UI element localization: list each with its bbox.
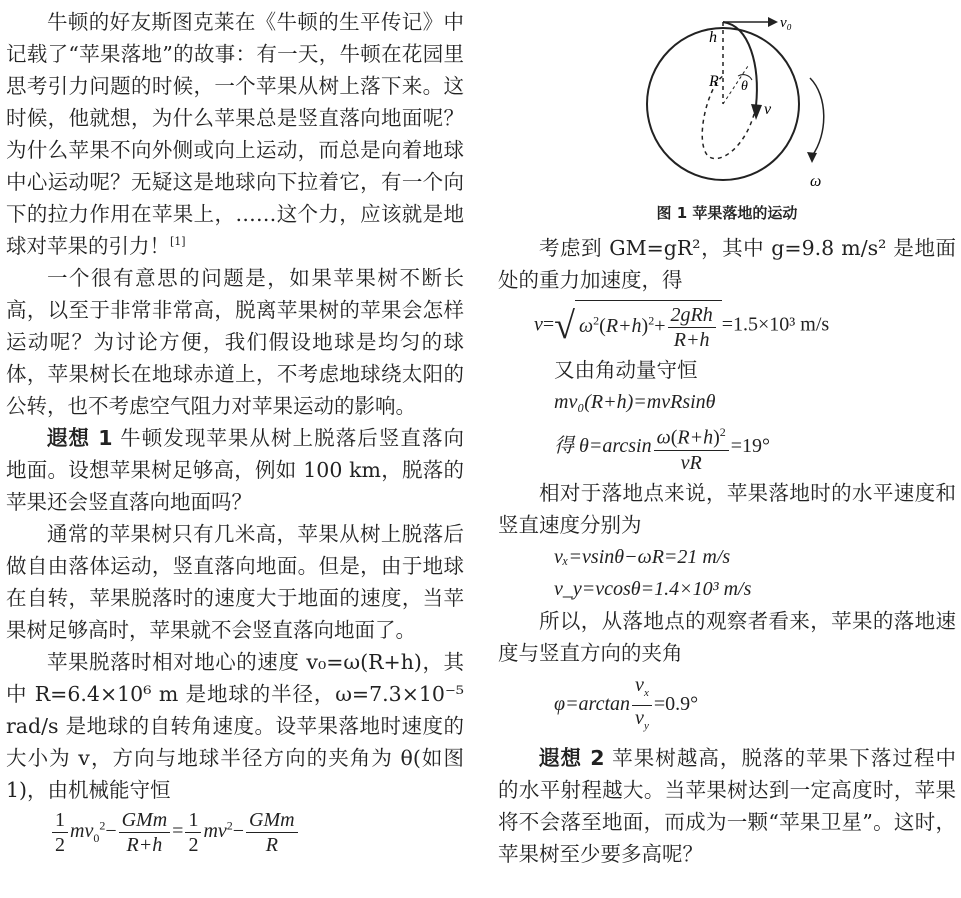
label-theta: θ [741,79,748,94]
apple-fall-diagram [498,6,956,196]
label-h: h [709,29,717,46]
omega-arrow [810,78,824,156]
paragraph-explanation: 通常的苹果树只有几米高，苹果从树上脱落后做自由落体运动，竖直落向地面。但是，由于地球在自转，苹果脱落时的速度大于地面的速度，当苹果树足够高时，苹果就不会竖直落向地面了。 [6,522,464,642]
phi-equation: φ=arctan $\frac{v_x}{v_y}$ =0.9° [554,673,699,732]
vy-equation: v_y=vcosθ=1.4×10³ m/s [554,577,752,600]
paragraph-angular: 又由角动量守恒 [554,358,698,382]
paragraph-relative: 相对于落地点来说，苹果落地时的水平速度和竖直速度分别为 [498,480,956,537]
reference-marker[interactable]: [1] [170,235,186,249]
velocity-equation: v=√ $\omega^2(R+h)^2+$ $\frac{\text{2gRh}}{R+h}$ =1.5×10³ m/s [498,300,956,352]
figure-caption: 图 1 苹果落地的运动 [656,204,798,222]
paragraph-question: 一个很有意思的问题是，如果苹果树不断长高，以至于非常非常高，脱离苹果树的苹果会怎样运动呢？为讨论方便，我们假设地球是均匀的球体，苹果树长在地球赤道上，不考虑地球绕太阳的公转，也不考虑空气阻力对苹果运动的影响。 [6,266,464,418]
paragraph-observer: 所以，从落地点的观察者看来，苹果的落地速度与竖直方向的夹角 [498,608,956,665]
paragraph-gm: 考虑到 GM=gR²，其中 g=9.8 m/s² 是地面处的重力加速度，得 [498,236,956,292]
fantasy-1-heading: 遐想 1 [47,426,113,450]
angular-equation: mv₀(R+h)=mvRsinθ [554,391,716,413]
label-v0: v₀ [780,15,792,31]
paragraph-intro: 牛顿的好友斯图克莱在《牛顿的生平传记》中记载了“苹果落地”的故事：有一天，牛顿在花园里思考引力问题的时候，一个苹果从树上落下来。这时候，他就想，为什么苹果总是竖直落向地面呢？为什么苹果不向外侧或向上运动，而总是向着地球中心运动呢？无疑这是地球向下拉着它，有一个向下的拉力作用在苹果上，……这个力，应该就是地球对苹果的引力！[1] [6,10,464,258]
fantasy-2-heading: 遐想 2 [539,745,605,770]
label-v: v [764,101,772,118]
figure-1 [498,6,956,196]
label-R: R [709,73,719,90]
paragraph-fantasy-2: 遐想 2 苹果树越高，脱落的苹果下落过程中的水平射程越大。当苹果树达到一定高度时，苹果将不会落至地面，而成为一颗“苹果卫星”。这时，苹果树至少要多高呢？ [498,745,956,866]
energy-equation: $\frac{1}{2}$ $mv_0^2-$ $\frac{\text{GMm}}{R+h}$ = $\frac{1}{2}$ $mv^2-$ $\frac{\text{GMm}}{R}$ [6,808,464,857]
label-omega: ω [810,173,822,190]
theta-equation: 得 θ=arcsin $\frac{\omega(R+h)^2}{vR}$ =19° [498,420,956,475]
vx-equation: vₓ=vsinθ−ωR=21 m/s [554,545,731,568]
paragraph-fantasy-1: 遐想 1 牛顿发现苹果从树上脱落后竖直落向地面。设想苹果树足够高，例如 100 km，脱落的苹果还会竖直落向地面吗？ [6,426,464,514]
paragraph-velocity: 苹果脱落时相对地心的速度 v₀=ω(R+h)，其中 R=6.4×10⁶ m 是地球的半径，ω=7.3×10⁻⁵ rad/s 是地球的自转角速度。设苹果落地时速度的大小为 v，方向与地球半径方向的夹角为 θ(如图 1)，由机械能守恒 [6,650,464,802]
right-column [498,6,956,870]
left-column [6,6,464,857]
